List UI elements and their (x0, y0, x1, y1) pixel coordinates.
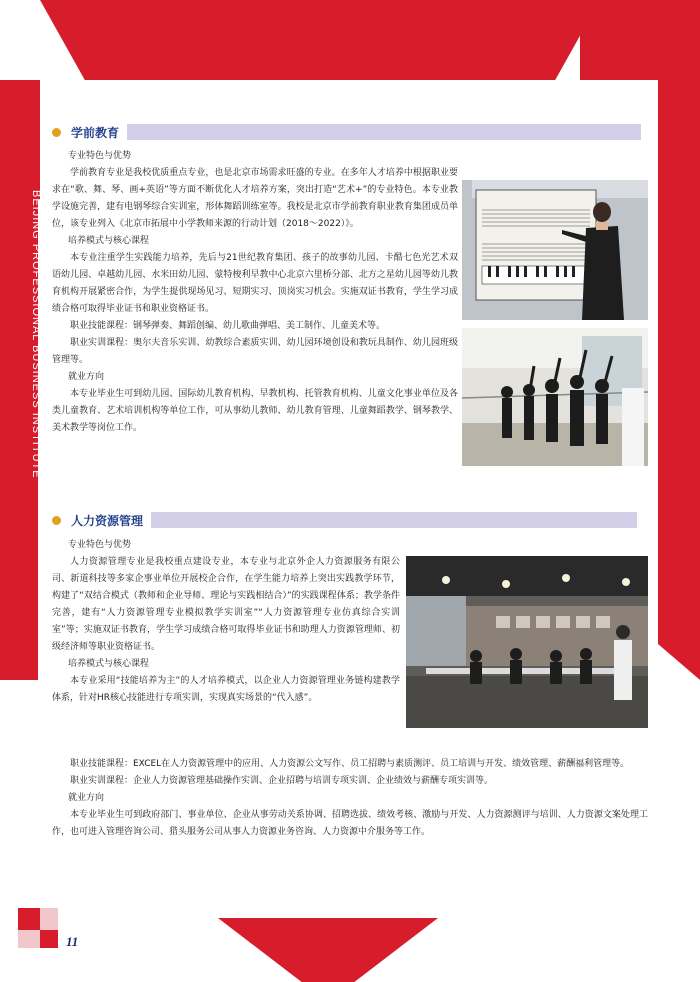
section2-text-upper (52, 537, 400, 707)
paragraph: 本专业注重学生实践能力培养，先后与21世纪教育集团、孩子的故事幼儿园、卡酷七色光艺术双语幼儿园、卓越幼儿园、水米田幼儿园、蒙特梭利早教中心北京六里桥分部、北方之星幼儿园等幼儿教育机构开展紧密合作，为学生提供现场见习、短期实习、顶岗实习机会。实施双证书教育，学生学习成绩合格可取得毕业证书和职业资格证书。 (52, 253, 458, 314)
paragraph: 本专业采用“技能培养为主”的人才培养模式，以企业人力资源管理业务链构建教学体系，针对HR核心技能进行专项实训，实现真实场景的“代入感”。 (52, 676, 400, 703)
paragraph: 职业实训课程：企业人力资源管理基础操作实训、企业招聘与培训专项实训、企业绩效与薪酬专项实训等。 (70, 776, 494, 786)
photo-hr-training-room (406, 556, 648, 728)
section-title: 学前教育 (71, 125, 120, 140)
subheading: 培养模式与核心课程 (68, 659, 150, 669)
paragraph: 人力资源管理专业是我校重点建设专业，本专业与北京外企人力资源服务有限公司、新道科技等多家企事业单位开展校企合作，在学生能力培养上突出实践教学环节，构建了“双结合模式（教师和企业导师、理论与实践相结合）”的实践课程体系；教学条件完善，建有“人力资源管理专业模拟教学实训室”“人力资源管理专业仿真综合实训室”等；实施双证书教育，学生学习成绩合格可取得毕业证书和助理人力资源管理师、初级经济师等职业资格证书。 (52, 557, 400, 652)
institute-vertical-text: BEIJING PROFESSIONAL BUSINESS INSTITUTE (30, 190, 42, 479)
section2-text-lower (52, 756, 648, 841)
photo-piano-teacher (462, 180, 648, 320)
footer-red-triangle (218, 918, 438, 982)
right-red-border (658, 80, 700, 680)
section-bullet-dot-icon (52, 128, 61, 137)
paragraph: 职业技能课程：EXCEL在人力资源管理中的应用、人力资源公文写作、员工招聘与素质测评、员工培训与开发、绩效管理、薪酬福利管理等。 (70, 759, 630, 769)
footer-square-pale2 (18, 930, 40, 948)
header-red-corner (580, 0, 700, 80)
decor-square (30, 80, 40, 200)
section1-text-block (52, 148, 458, 437)
paragraph: 本专业毕业生可到幼儿园、国际幼儿教育机构、早教机构、托管教育机构、儿童文化事业单位及各类儿童教育、艺术培训机构等单位工作，可从事幼儿教师、幼儿教育管理、儿童舞蹈教学、钢琴教学、美术教学等岗位工作。 (52, 389, 458, 433)
section-heading-preschool (52, 123, 641, 141)
paragraph: 职业实训课程：奥尔夫音乐实训、幼教综合素质实训、幼儿园环境创设和教玩具制作、幼儿园班级管理等。 (52, 338, 458, 365)
subheading: 就业方向 (68, 372, 105, 382)
page-number: 11 (66, 934, 79, 949)
header-red-band (40, 0, 600, 80)
subheading: 培养模式与核心课程 (68, 236, 150, 246)
subheading: 就业方向 (68, 793, 105, 803)
footer-square-pale (40, 908, 58, 930)
subheading: 专业特色与优势 (68, 540, 132, 550)
heading-bar (127, 124, 641, 140)
subheading: 专业特色与优势 (68, 151, 132, 161)
paragraph: 学前教育专业是我校优质重点专业，也是北京市场需求旺盛的专业。在多年人才培养中根据职业要求在“歌、舞、琴、画+英语”等方面不断优化人才培养方案，突出打造“艺术+”的专业特色。本专业教学设施完善，建有电钢琴综合实训室，形体舞蹈训练室等。我校是北京市学前教育职业教育集团成员单位，该专业列入《北京市拓展中小学教师来源的行动计划（2018～2022）》。 (52, 168, 458, 229)
photo-dance-class (462, 328, 648, 466)
paragraph: 本专业毕业生可到政府部门、事业单位、企业从事劳动关系协调、招聘选拔、绩效考核、激励与开发、人力资源测评与培训、人力资源文案处理工作，也可进入管理咨询公司、猎头服务公司从事人力资源业务咨询、人力资源中介服务等工作。 (52, 810, 648, 837)
footer-square-large (18, 908, 40, 930)
paragraph: 职业技能课程：钢琴弹奏、舞蹈创编、幼儿歌曲弹唱、美工制作、儿童美术等。 (70, 321, 386, 331)
section-heading-hr (52, 511, 637, 529)
footer-square-small (40, 930, 58, 948)
section-title: 人力资源管理 (71, 513, 144, 528)
section-bullet-dot-icon (52, 516, 61, 525)
heading-bar (151, 512, 637, 528)
